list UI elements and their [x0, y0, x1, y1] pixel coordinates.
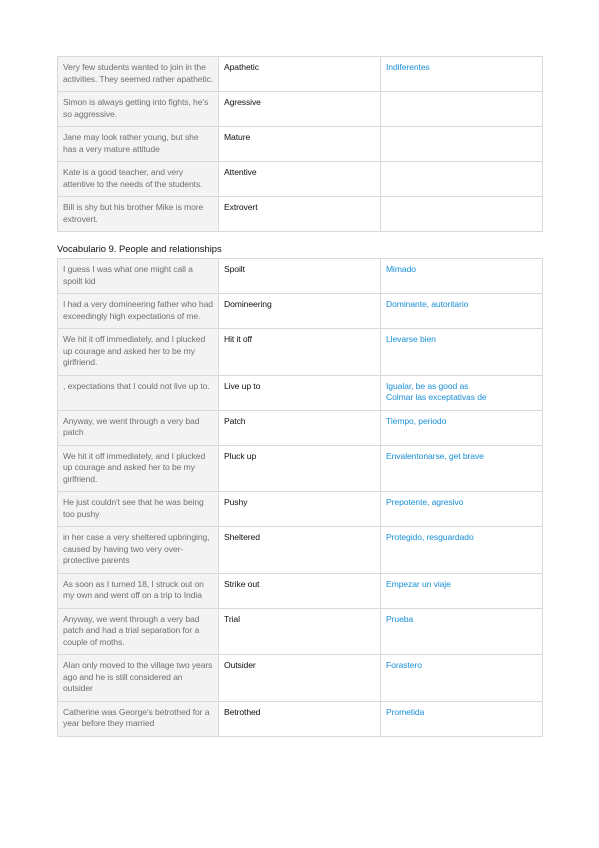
- vocab-term: Trial: [219, 608, 381, 655]
- translation-line: Llevarse bien: [386, 334, 436, 344]
- example-sentence: Kate is a good teacher, and very attentive to the needs of the students.: [58, 162, 219, 197]
- translation: [381, 492, 543, 527]
- table-row: [58, 197, 543, 232]
- translation: [381, 127, 543, 162]
- vocab-term: Attentive: [219, 162, 381, 197]
- table-row: [58, 127, 543, 162]
- translation: [381, 294, 543, 329]
- example-sentence: in her case a very sheltered upbringing, caused by having two very over-protective parents: [58, 527, 219, 574]
- table-row: [58, 410, 543, 445]
- translation: [381, 701, 543, 736]
- vocab-term: Pushy: [219, 492, 381, 527]
- example-sentence: I guess I was what one might call a spoilt kid: [58, 259, 219, 294]
- translation: [381, 162, 543, 197]
- example-sentence: Bill is shy but his brother Mike is more extrovert.: [58, 197, 219, 232]
- vocab-term: Outsider: [219, 655, 381, 702]
- table-row: [58, 57, 543, 92]
- vocab-term: Sheltered: [219, 527, 381, 574]
- vocab-term: Pluck up: [219, 445, 381, 492]
- vocab-term: Apathetic: [219, 57, 381, 92]
- translation: [381, 197, 543, 232]
- table-row: [58, 259, 543, 294]
- example-sentence: Simon is always getting into fights, he's so aggressive.: [58, 92, 219, 127]
- example-sentence: , expectations that I could not live up to.: [58, 375, 219, 410]
- example-sentence: Jane may look rather young, but she has a very mature attitude: [58, 127, 219, 162]
- table-row: [58, 701, 543, 736]
- vocab-term: Extrovert: [219, 197, 381, 232]
- example-sentence: I had a very domineering father who had exceedingly high expectations of me.: [58, 294, 219, 329]
- vocab-term: Strike out: [219, 573, 381, 608]
- example-sentence: Anyway, we went through a very bad patch and had a trial separation for a couple of moths.: [58, 608, 219, 655]
- vocab-table-1: [57, 56, 543, 232]
- table-row: [58, 655, 543, 702]
- translation-line: Tiempo, periodo: [386, 415, 447, 426]
- document-page: [57, 56, 543, 737]
- example-sentence: Catherine was George's betrothed for a year before they married: [58, 701, 219, 736]
- vocab-table-2: [57, 258, 543, 737]
- example-sentence: Alan only moved to the village two years ago and he is still considered an outsider: [58, 655, 219, 702]
- vocab-term: Mature: [219, 127, 381, 162]
- vocab-term: Agressive: [219, 92, 381, 127]
- translation-line: Forastero: [386, 660, 422, 670]
- vocab-term: Betrothed: [219, 701, 381, 736]
- table-row: [58, 162, 543, 197]
- translation: [381, 527, 543, 574]
- translation-line: Envalentonarse, get brave: [386, 450, 484, 461]
- translation: [381, 375, 543, 410]
- table-row: [58, 375, 543, 410]
- table-row: [58, 329, 543, 376]
- translation: [381, 410, 543, 445]
- translation-line: Protegido, resguardado: [386, 532, 474, 542]
- example-sentence: As soon as I turned 18, I struck out on my own and went off on a trip to India: [58, 573, 219, 608]
- translation-line: Prueba: [386, 613, 414, 624]
- translation-line: Igualar, be as good as: [386, 380, 469, 391]
- table-row: [58, 527, 543, 574]
- table-row: [58, 294, 543, 329]
- translation-line: Dominante, autoritario: [386, 299, 469, 309]
- table-row: [58, 445, 543, 492]
- translation: [381, 573, 543, 608]
- translation: [381, 608, 543, 655]
- table-row: [58, 608, 543, 655]
- example-sentence: Anyway, we went through a very bad patch: [58, 410, 219, 445]
- example-sentence: We hit it off immediately, and I plucked up courage and asked her to be my girlfriend.: [58, 445, 219, 492]
- vocab-term: Hit it off: [219, 329, 381, 376]
- translation: [381, 92, 543, 127]
- translation: [381, 259, 543, 294]
- example-sentence: Very few students wanted to join in the activities. They seemed rather apathetic.: [58, 57, 219, 92]
- example-sentence: He just couldn't see that he was being too pushy: [58, 492, 219, 527]
- translation: [381, 445, 543, 492]
- translation-line: Colmar las exceptativas de: [386, 392, 487, 402]
- table-row: [58, 573, 543, 608]
- translation: [381, 655, 543, 702]
- table-row: [58, 92, 543, 127]
- example-sentence: We hit it off immediately, and I plucked up courage and asked her to be my girlfriend.: [58, 329, 219, 376]
- translation-line: Prepotente, agresivo: [386, 497, 464, 507]
- vocab-term: Patch: [219, 410, 381, 445]
- translation-line: Empezar un viaje: [386, 578, 451, 589]
- vocab-term: Live up to: [219, 375, 381, 410]
- table-row: [58, 492, 543, 527]
- translation: [381, 57, 543, 92]
- translation-line: Indiferentes: [386, 62, 430, 72]
- translation: [381, 329, 543, 376]
- section-title: Vocabulario 9. People and relationships: [57, 243, 222, 254]
- translation-line: Prometida: [386, 706, 425, 717]
- vocab-term: Spoilt: [219, 259, 381, 294]
- translation-line: Mimado: [386, 264, 416, 274]
- vocab-term: Domineering: [219, 294, 381, 329]
